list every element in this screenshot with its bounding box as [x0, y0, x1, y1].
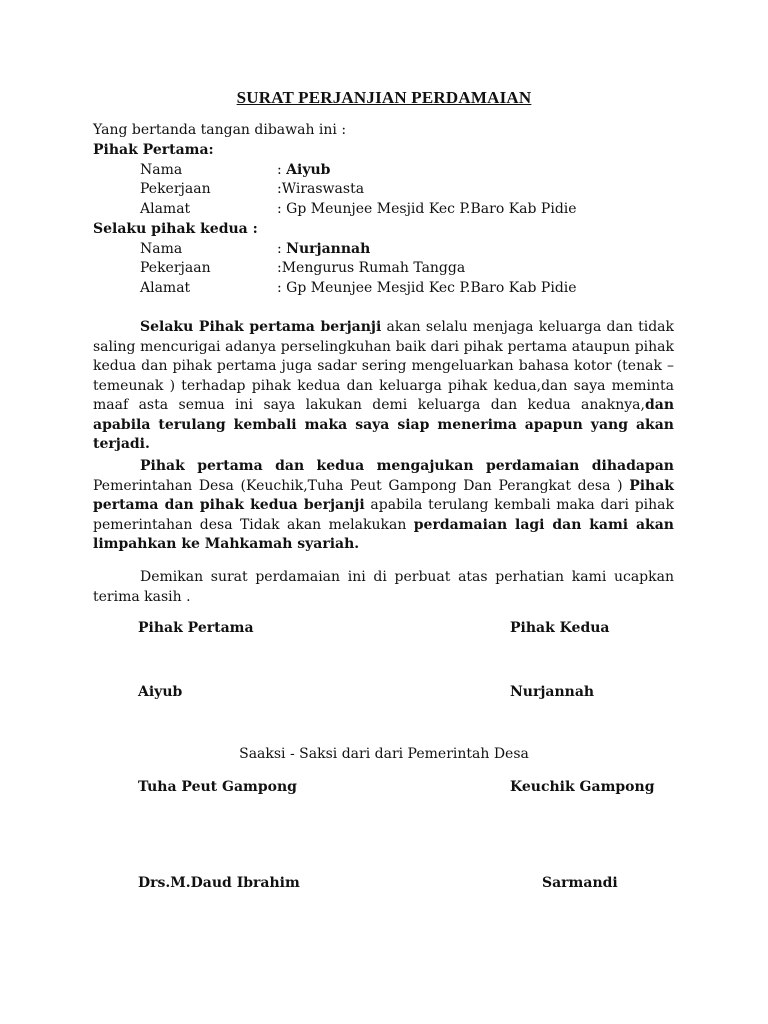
party2-alamat-value: : Gp Meunjee Mesjid Kec P.Baro Kab Pidie [277, 280, 577, 296]
party1-alamat-label: Alamat [140, 201, 191, 217]
paragraph-closing: Demikan surat perdamaian ini di perbuat atas perhatian kami ucapkan terima kasih . [93, 569, 674, 605]
party1-nama-sep: : [277, 162, 287, 178]
para2-bold-end: perdamaian lagi dan kami akan limpahkan ke Mahkamah syariah. [93, 516, 674, 552]
para1-bold-end: dan apabila terulang kembali maka saya siap menerima apapun yang akan terjadi. [93, 397, 674, 452]
para2-text2: apabila terulang kembali maka dari pihak pemerintahan desa Tidak akan melakukan [93, 497, 674, 533]
paragraph-agreement [93, 457, 674, 555]
para1-text: akan selalu menjaga keluarga dan tidak saling mencurigai adanya perselingkuhan baik dari pihak pertama ataupun pihak kedua dan pihak pertama juga sadar sering mengeluarkan bahasa kotor (tenak – temeunak ) terhadap pihak kedua dan keluarga pihak kedua,dan saya meminta maaf asta semua ini saya lakukan demi keluarga dan kedua anaknya, [93, 319, 674, 413]
document-title: SURAT PERJANJIAN PERDAMAIAN [236, 88, 532, 107]
para1-bold-start: Selaku Pihak pertama berjanji [140, 319, 382, 335]
signature-left-title: Pihak Pertama [138, 620, 254, 636]
signature-right-title: Pihak Kedua [510, 620, 610, 636]
party1-nama-value [277, 161, 330, 180]
signature-right-name: Nurjannah [510, 684, 595, 700]
witness-header: Saaksi - Saksi dari dari Pemerintah Desa [239, 746, 529, 762]
party1-pekerjaan-value: :Wiraswasta [277, 181, 365, 197]
party2-nama-value [277, 240, 370, 259]
witness-left-name: Drs.M.Daud Ibrahim [138, 875, 300, 891]
paragraph-promise [93, 318, 674, 455]
witness-left-title: Tuha Peut Gampong [138, 779, 297, 795]
party2-nama-label: Nama [140, 241, 183, 257]
party1-pekerjaan-label: Pekerjaan [140, 181, 211, 197]
party1-nama: Aiyub [286, 162, 331, 178]
witness-right-name: Sarmandi [542, 875, 618, 891]
witness-right-title: Keuchik Gampong [510, 779, 655, 795]
para2-bold-start: Pihak pertama dan kedua mengajukan perdamaian dihadapan [140, 458, 674, 474]
party2-nama-sep: : [277, 241, 287, 257]
intro-text: Yang bertanda tangan dibawah ini : [93, 122, 347, 138]
signature-left-name: Aiyub [138, 684, 183, 700]
party2-header: Selaku pihak kedua : [93, 221, 258, 237]
party1-nama-label: Nama [140, 162, 183, 178]
party2-nama: Nurjannah [286, 241, 371, 257]
party2-pekerjaan-value: :Mengurus Rumah Tangga [277, 260, 466, 276]
party2-pekerjaan-label: Pekerjaan [140, 260, 211, 276]
party2-alamat-label: Alamat [140, 280, 191, 296]
party1-header: Pihak Pertama: [93, 142, 214, 158]
para2-bold-mid: Pihak pertama dan pihak kedua berjanji [93, 477, 674, 513]
para2-text1: Pemerintahan Desa (Keuchik,Tuha Peut Gampong Dan Perangkat desa ) [93, 477, 630, 494]
party1-alamat-value: : Gp Meunjee Mesjid Kec P.Baro Kab Pidie [277, 201, 577, 217]
